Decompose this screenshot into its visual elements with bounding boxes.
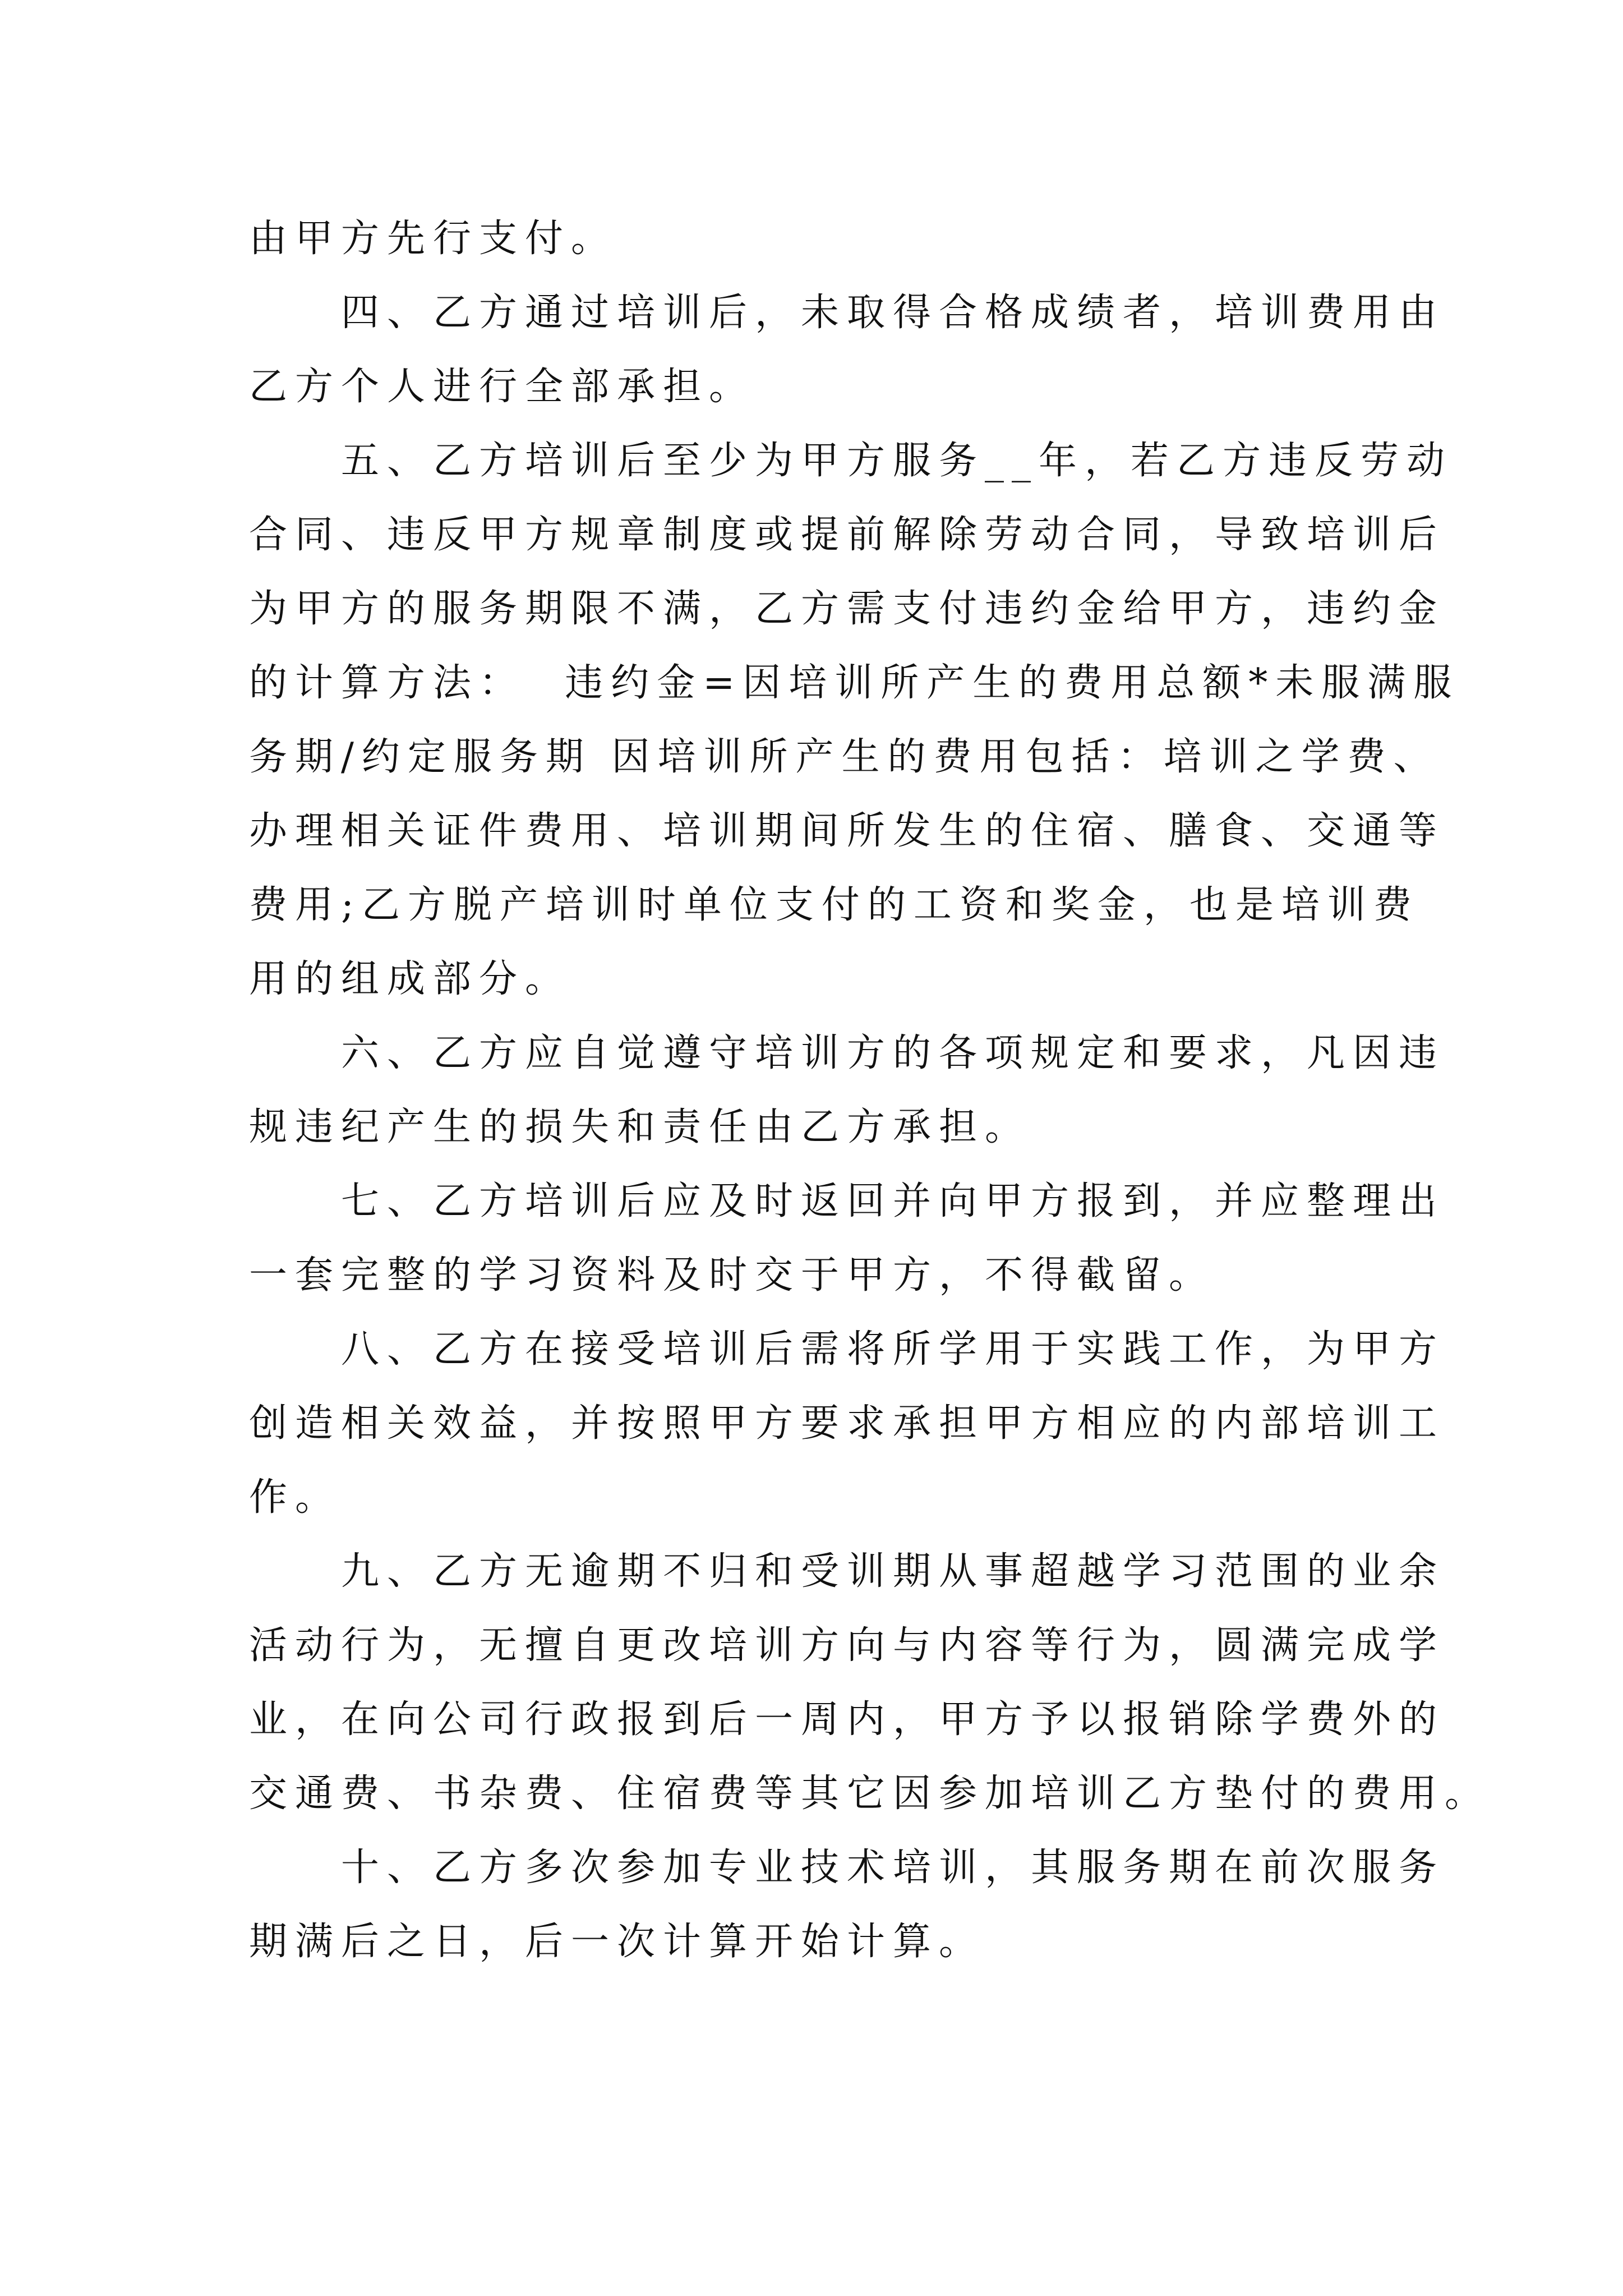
text-line: 五、乙方培训后至少为甲方服务__年，若乙方违反劳动 (341, 439, 1453, 483)
text-line: 合同、违反甲方规章制度或提前解除劳动合同，导致培训后 (249, 513, 1445, 557)
text-line: 活动行为，无擅自更改培训方向与内容等行为，圆满完成学 (249, 1623, 1445, 1668)
text-line: 一套完整的学习资料及时交于甲方，不得截留。 (249, 1253, 1215, 1297)
text-line: 务期/约定服务期 因培训所产生的费用包括：培训之学费、 (249, 735, 1440, 779)
text-line: 乙方个人进行全部承担。 (249, 365, 755, 409)
text-line: 作。 (249, 1475, 342, 1520)
text-line: 期满后之日，后一次计算开始计算。 (249, 1920, 985, 1964)
text-line: 十、乙方多次参加专业技术培训，其服务期在前次服务 (341, 1846, 1445, 1890)
paragraph-clause-8 (249, 1313, 1445, 1535)
paragraph-clause-9 (249, 1535, 1491, 1831)
text-line: 六、乙方应自觉遵守培训方的各项规定和要求，凡因违 (341, 1031, 1445, 1075)
text-line: 业，在向公司行政报到后一周内，甲方予以报销除学费外的 (249, 1697, 1445, 1742)
text-line: 八、乙方在接受培训后需将所学用于实践工作，为甲方 (341, 1327, 1445, 1372)
paragraph-clause-7 (249, 1165, 1445, 1313)
text-line: 为甲方的服务期限不满，乙方需支付违约金给甲方，违约金 (249, 587, 1445, 631)
text-line: 交通费、书杂费、住宿费等其它因参加培训乙方垫付的费用。 (249, 1772, 1491, 1816)
paragraph-clause-6 (249, 1016, 1445, 1165)
paragraph-continuation (249, 202, 1393, 276)
text-line: 创造相关效益，并按照甲方要求承担甲方相应的内部培训工 (249, 1401, 1445, 1446)
paragraph-clause-5 (249, 424, 1460, 1016)
text-line: 由甲方先行支付。 (249, 217, 617, 261)
paragraph-clause-4 (249, 276, 1445, 424)
text-line: 费用;乙方脱产培训时单位支付的工资和奖金，也是培训费 (249, 883, 1419, 927)
text-line: 九、乙方无逾期不归和受训期从事超越学习范围的业余 (341, 1549, 1445, 1594)
text-line: 办理相关证件费用、培训期间所发生的住宿、膳食、交通等 (249, 809, 1445, 853)
text-line: 规违纪产生的损失和责任由乙方承担。 (249, 1105, 1031, 1149)
text-line: 四、乙方通过培训后，未取得合格成绩者，培训费用由 (341, 291, 1445, 335)
text-line: 用的组成部分。 (249, 957, 571, 1001)
paragraph-clause-10 (249, 1831, 1445, 1979)
document-body (249, 202, 1491, 1979)
text-line: 的计算方法： 违约金=因培训所产生的费用总额*未服满服 (249, 661, 1460, 705)
text-line: 七、乙方培训后应及时返回并向甲方报到，并应整理出 (341, 1179, 1445, 1223)
